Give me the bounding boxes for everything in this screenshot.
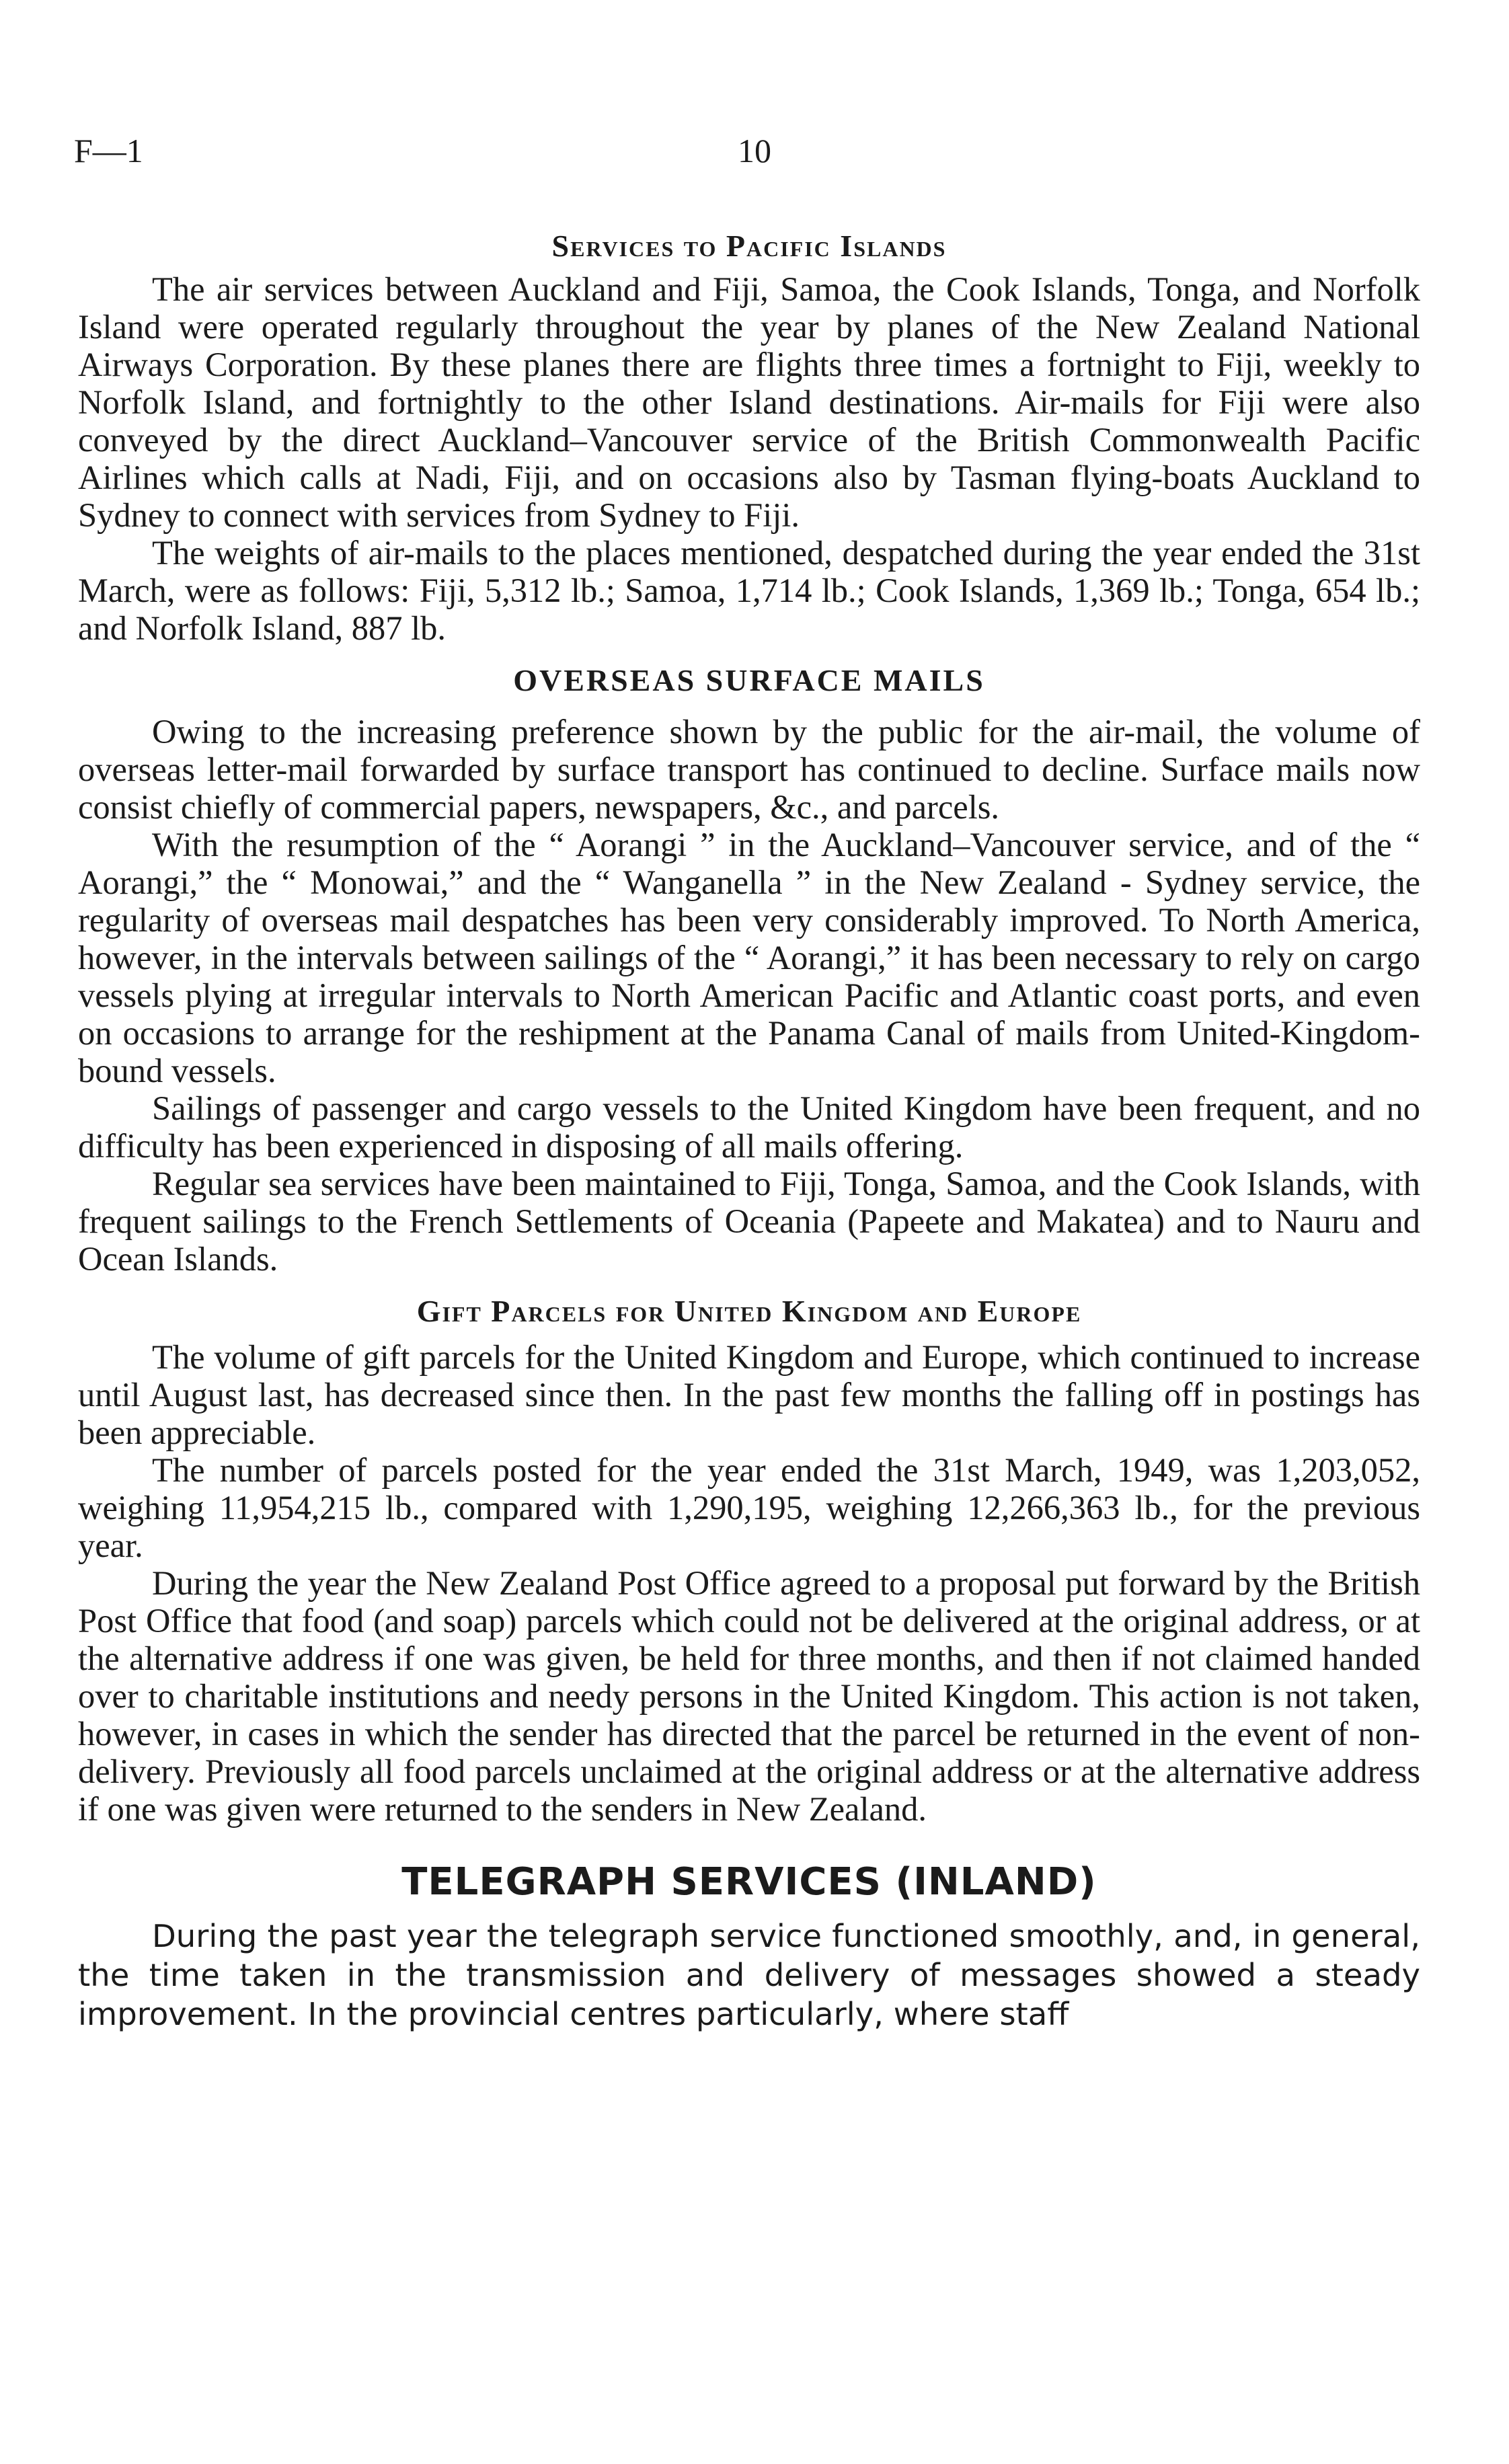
paragraph: The volume of gift parcels for the United Kingdom and Europe, which continued to increase until August last, has decreased since then. In the past few months the falling off in postings has been appreciable. xyxy=(78,1338,1420,1451)
section-heading-overseas: OVERSEAS SURFACE MAILS xyxy=(513,663,985,697)
section-heading-gift: Gift Parcels for United Kingdom and Europe xyxy=(416,1294,1082,1328)
paragraph: Regular sea services have been maintained to Fiji, Tonga, Samoa, and the Cook Islands, with frequent sailings to the French Settlements of Oceania (Papeete and Makatea) and to Nauru and Ocean Islands. xyxy=(78,1165,1420,1278)
paragraph: With the resumption of the “ Aorangi ” in the Auckland–Vancouver service, and of the “ Aorangi,” the “ Monowai,” and the “ Wanganella ” in the New Zealand - Sydney service, the regularity of overseas mail despatches has been very considerably improved. To North America, however, in the intervals between sailings of the “ Aorangi,” it has been necessary to rely on cargo vessels plying at irregular intervals to North American Pacific and Atlantic coast ports, and even on occasions to arrange for the reshipment at the Panama Canal of mails from United-Kingdom-bound vessels. xyxy=(78,826,1420,1089)
paragraph: The air services between Auckland and Fiji, Samoa, the Cook Islands, Tonga, and Norfolk Island were operated regularly throughout the year by planes of the New Zealand National Airways Corporation. By these planes there are flights three times a fortnight to Fiji, weekly to Norfolk Island, and fortnightly to the other Island destinations. Air-mails for Fiji were also conveyed by the direct Auckland–Vancouver service of the British Commonwealth Pacific Airlines which calls at Nadi, Fiji, and on occasions also by Tasman flying-boats Auckland to Sydney to connect with services from Sydney to Fiji. xyxy=(78,270,1420,534)
page-code: F—1 xyxy=(74,132,143,169)
paragraph: During the year the New Zealand Post Office agreed to a proposal put forward by the British Post Office that food (and soap) parcels which could not be delivered at the original address, or at the alternative address if one was given, be held for three months, and then if not claimed handed over to charitable institutions and needy persons in the United Kingdom. This action is not taken, however, in cases in which the sender has directed that the parcel be returned in the event of non-delivery. Previously all food parcels unclaimed at the original address or at the alternative address if one was given were returned to the senders in New Zealand. xyxy=(78,1564,1420,1828)
paragraph: Owing to the increasing preference shown by the public for the air-mail, the volume of overseas letter-mail forwarded by surface transport has continued to decline. Surface mails now consist chiefly of commercial papers, newspapers, &c., and parcels. xyxy=(78,713,1420,826)
section-heading-telegraph: TELEGRAPH SERVICES (INLAND) xyxy=(401,1860,1097,1904)
section-heading-pacific: Services to Pacific Islands xyxy=(551,229,947,263)
page-header xyxy=(74,131,1435,171)
page-body xyxy=(78,227,1420,2034)
paragraph: During the past year the telegraph service functioned smoothly, and, in general, the time taken in the transmission and delivery of messages showed a steady improvement. In the provincial centres particularly, where staff xyxy=(78,1918,1420,2032)
paragraph: Sailings of passenger and cargo vessels to the United Kingdom have been frequent, and no difficulty has been experienced in disposing of all mails offering. xyxy=(78,1089,1420,1165)
page-number: 10 xyxy=(738,132,771,169)
paragraph: The weights of air-mails to the places mentioned, despatched during the year ended the 31st March, were as follows: Fiji, 5,312 lb.; Samoa, 1,714 lb.; Cook Islands, 1,369 lb.; Tonga, 654 lb.; and Norfolk Island, 887 lb. xyxy=(78,534,1420,647)
paragraph: The number of parcels posted for the year ended the 31st March, 1949, was 1,203,052, weighing 11,954,215 lb., compared with 1,290,195, weighing 12,266,363 lb., for the previous year. xyxy=(78,1451,1420,1564)
